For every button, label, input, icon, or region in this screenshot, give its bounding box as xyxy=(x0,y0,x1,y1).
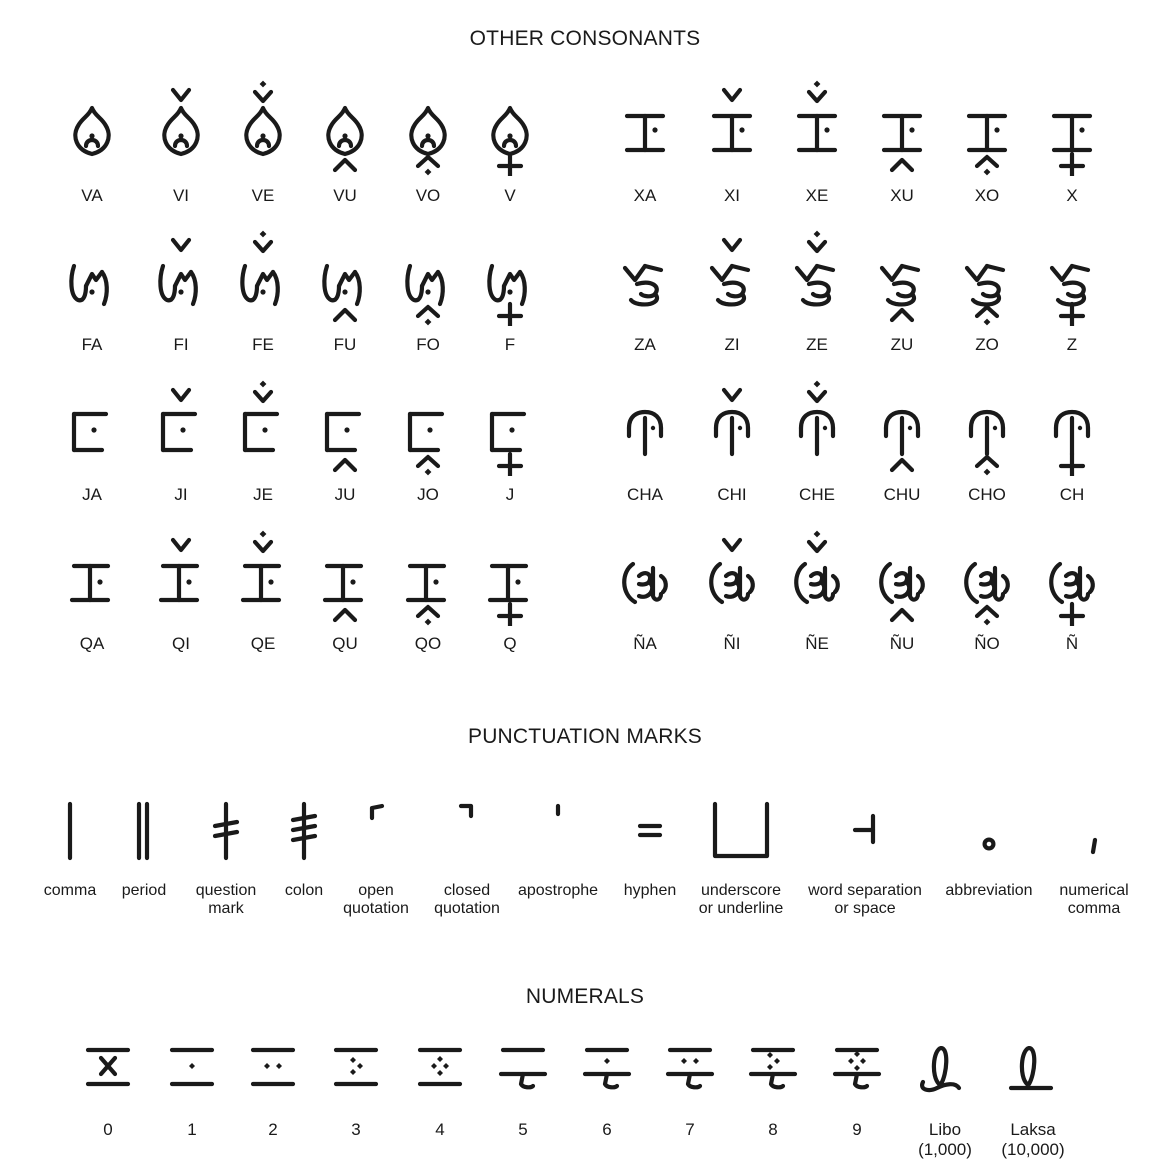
syllable-1-r0-label: ZA xyxy=(634,335,656,354)
syllable-2-r0-glyph xyxy=(615,376,675,476)
word-separation-icon xyxy=(835,800,895,862)
numeral-3-icon xyxy=(326,1044,386,1094)
syllable-0-l0-label: VA xyxy=(81,186,103,205)
punctuation-label: comma xyxy=(43,882,97,899)
punctuation-label: open quotation xyxy=(343,882,409,917)
numeral-9-icon xyxy=(827,1044,887,1094)
syllable-2-r1-label: CHI xyxy=(717,485,747,504)
syllable-0-r2-label: XE xyxy=(805,186,829,205)
syllable-3-l5-glyph xyxy=(480,526,540,626)
syllable-3-l4-glyph xyxy=(398,526,458,626)
numeral-label: 9 xyxy=(852,1120,862,1139)
numeral-8-icon xyxy=(743,1044,803,1094)
syllable-0-r0-glyph xyxy=(615,76,675,176)
syllable-1-r3-label: ZU xyxy=(890,335,914,354)
syllable-0-l4-glyph xyxy=(398,76,458,176)
numeral-2-icon xyxy=(243,1044,303,1094)
consonants-title: OTHER CONSONANTS xyxy=(469,27,701,50)
syllable-1-l0-glyph xyxy=(62,226,122,326)
apostrophe-icon xyxy=(528,800,588,862)
syllable-3-l4-label: QO xyxy=(414,634,442,653)
syllable-3-r0-glyph xyxy=(615,526,675,626)
syllable-1-l1-label: FI xyxy=(173,335,189,354)
syllable-3-l3-glyph xyxy=(315,526,375,626)
numeral-label: 8 xyxy=(768,1120,778,1139)
syllable-2-r3-glyph xyxy=(872,376,932,476)
syllable-0-r0-label: XA xyxy=(633,186,657,205)
syllable-1-l5-glyph xyxy=(480,226,540,326)
syllable-2-r2-glyph xyxy=(787,376,847,476)
punctuation-label: colon xyxy=(284,882,324,899)
punctuation-label: numerical comma xyxy=(1059,882,1129,917)
numeral-label: 1 xyxy=(187,1120,197,1139)
syllable-1-r3-glyph xyxy=(872,226,932,326)
syllable-0-l0-glyph xyxy=(62,76,122,176)
numeral-1-icon xyxy=(162,1044,222,1094)
syllable-1-l3-label: FU xyxy=(333,335,357,354)
syllable-3-r4-label: ÑO xyxy=(974,634,1000,653)
open-quotation-icon xyxy=(346,800,406,862)
libo-icon xyxy=(915,1046,975,1096)
syllable-2-r4-glyph xyxy=(957,376,1017,476)
syllable-0-l3-label: VU xyxy=(333,186,357,205)
syllable-2-r5-glyph xyxy=(1042,376,1102,476)
syllable-1-l3-glyph xyxy=(315,226,375,326)
syllable-0-r5-label: X xyxy=(1066,186,1078,205)
syllable-2-r2-label: CHE xyxy=(799,485,835,504)
syllable-2-l3-label: JU xyxy=(334,485,356,504)
syllable-1-l2-label: FE xyxy=(252,335,274,354)
syllable-0-r1-glyph xyxy=(702,76,762,176)
numeral-label: Laksa (10,000) xyxy=(1001,1120,1065,1159)
punctuation-label: apostrophe xyxy=(517,882,599,899)
syllable-3-l0-label: QA xyxy=(79,634,105,653)
syllable-3-l1-label: QI xyxy=(172,634,190,653)
punctuation-label: word separation or space xyxy=(808,882,922,917)
colon-icon xyxy=(274,800,334,862)
syllable-3-r1-label: ÑI xyxy=(723,634,741,653)
numeral-5-icon xyxy=(493,1044,553,1094)
question-mark-icon xyxy=(196,800,256,862)
syllable-2-r1-glyph xyxy=(702,376,762,476)
numeral-label: 4 xyxy=(435,1120,445,1139)
syllable-2-r4-label: CHO xyxy=(968,485,1006,504)
syllable-1-l5-label: F xyxy=(504,335,516,354)
punctuation-title: PUNCTUATION MARKS xyxy=(467,725,703,748)
syllable-1-r0-glyph xyxy=(615,226,675,326)
punctuation-label: period xyxy=(121,882,167,899)
syllable-1-l4-glyph xyxy=(398,226,458,326)
numeral-6-icon xyxy=(577,1044,637,1094)
syllable-0-l4-label: VO xyxy=(415,186,441,205)
syllable-3-r5-glyph xyxy=(1042,526,1102,626)
syllable-3-r1-glyph xyxy=(702,526,762,626)
syllable-0-l2-label: VE xyxy=(251,186,275,205)
syllable-0-l2-glyph xyxy=(233,76,293,176)
punctuation-label: question mark xyxy=(195,882,257,917)
syllable-0-r4-glyph xyxy=(957,76,1017,176)
abbreviation-icon xyxy=(959,800,1019,862)
syllable-3-r2-glyph xyxy=(787,526,847,626)
syllable-1-r4-label: ZO xyxy=(975,335,999,354)
syllable-2-r3-label: CHU xyxy=(883,485,921,504)
syllable-0-l1-glyph xyxy=(151,76,211,176)
syllable-2-l3-glyph xyxy=(315,376,375,476)
numeral-label: 3 xyxy=(351,1120,361,1139)
syllable-2-l0-glyph xyxy=(62,376,122,476)
syllable-2-r0-label: CHA xyxy=(627,485,663,504)
syllable-3-l2-label: QE xyxy=(250,634,276,653)
closed-quotation-icon xyxy=(437,800,497,862)
numerical-comma-icon xyxy=(1064,800,1124,862)
syllable-0-l1-label: VI xyxy=(172,186,190,205)
syllable-3-r0-label: ÑA xyxy=(633,634,657,653)
laksa-icon xyxy=(1003,1046,1063,1096)
syllable-0-l3-glyph xyxy=(315,76,375,176)
syllable-0-r1-label: XI xyxy=(723,186,741,205)
period-icon xyxy=(114,800,174,862)
syllable-1-r4-glyph xyxy=(957,226,1017,326)
syllable-3-l1-glyph xyxy=(151,526,211,626)
syllable-3-l5-label: Q xyxy=(503,634,517,653)
syllable-0-l5-glyph xyxy=(480,76,540,176)
syllable-1-r2-glyph xyxy=(787,226,847,326)
syllable-1-l0-label: FA xyxy=(81,335,103,354)
syllable-3-r2-label: ÑE xyxy=(805,634,829,653)
syllable-2-l0-label: JA xyxy=(82,485,102,504)
syllable-3-r4-glyph xyxy=(957,526,1017,626)
syllable-0-r5-glyph xyxy=(1042,76,1102,176)
syllable-3-r5-label: Ñ xyxy=(1065,634,1079,653)
syllable-3-l0-glyph xyxy=(62,526,122,626)
numeral-4-icon xyxy=(410,1044,470,1094)
syllable-2-l5-label: J xyxy=(505,485,515,504)
numeral-7-icon xyxy=(660,1044,720,1094)
punctuation-label: underscore or underline xyxy=(698,882,784,917)
numeral-label: 5 xyxy=(518,1120,528,1139)
syllable-1-r5-label: Z xyxy=(1066,335,1078,354)
syllable-2-l1-glyph xyxy=(151,376,211,476)
hyphen-icon xyxy=(620,800,680,862)
comma-icon xyxy=(40,800,100,862)
syllable-0-r3-label: XU xyxy=(890,186,914,205)
syllable-1-l1-glyph xyxy=(151,226,211,326)
syllable-2-l5-glyph xyxy=(480,376,540,476)
syllable-2-l2-label: JE xyxy=(253,485,273,504)
syllable-0-l5-label: V xyxy=(504,186,516,205)
punctuation-label: closed quotation xyxy=(434,882,500,917)
punctuation-label: hyphen xyxy=(623,882,677,899)
underscore-icon xyxy=(711,800,771,862)
syllable-1-l4-label: FO xyxy=(416,335,440,354)
numerals-title: NUMERALS xyxy=(525,985,645,1008)
numeral-label: Libo (1,000) xyxy=(918,1120,972,1159)
syllable-0-r2-glyph xyxy=(787,76,847,176)
syllable-0-r4-label: XO xyxy=(974,186,1000,205)
syllable-2-l1-label: JI xyxy=(174,485,188,504)
syllable-2-l2-glyph xyxy=(233,376,293,476)
syllable-1-r1-glyph xyxy=(702,226,762,326)
numeral-label: 0 xyxy=(103,1120,113,1139)
syllable-3-r3-label: ÑU xyxy=(889,634,915,653)
numeral-0-icon xyxy=(78,1044,138,1094)
syllable-0-r3-glyph xyxy=(872,76,932,176)
syllable-2-l4-glyph xyxy=(398,376,458,476)
syllable-2-r5-label: CH xyxy=(1059,485,1085,504)
syllable-3-l2-glyph xyxy=(233,526,293,626)
punctuation-label: abbreviation xyxy=(945,882,1033,899)
numeral-label: 6 xyxy=(602,1120,612,1139)
numeral-label: 2 xyxy=(268,1120,278,1139)
syllable-1-l2-glyph xyxy=(233,226,293,326)
syllable-1-r2-label: ZE xyxy=(806,335,828,354)
numeral-label: 7 xyxy=(685,1120,695,1139)
syllable-3-l3-label: QU xyxy=(332,634,358,653)
syllable-2-l4-label: JO xyxy=(417,485,439,504)
syllable-1-r5-glyph xyxy=(1042,226,1102,326)
syllable-1-r1-label: ZI xyxy=(724,335,740,354)
syllable-3-r3-glyph xyxy=(872,526,932,626)
